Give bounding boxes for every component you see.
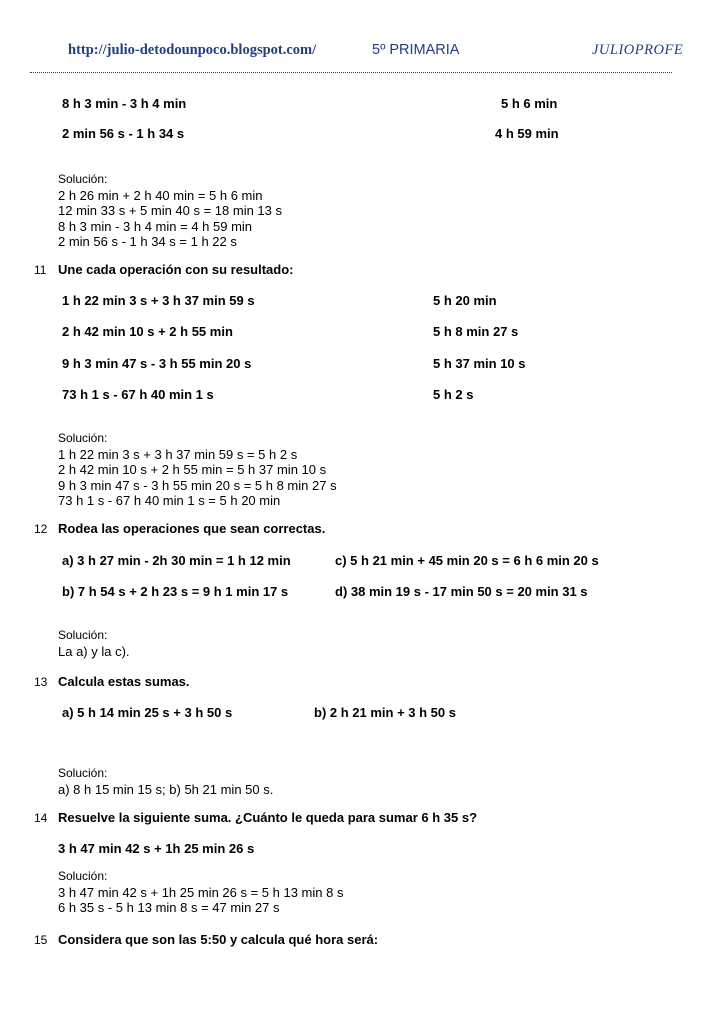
solution-line: 2 h 26 min + 2 h 40 min = 5 h 6 min xyxy=(58,187,263,203)
solution-block xyxy=(58,172,282,250)
top-item-op: 2 min 56 s - 1 h 34 s xyxy=(62,126,185,141)
solution-line: 6 h 35 s - 5 h 13 min 8 s = 47 min 27 s xyxy=(58,900,280,915)
solution-block xyxy=(58,766,273,797)
option-a[interactable]: a) 3 h 27 min - 2h 30 min = 1 h 12 min xyxy=(62,553,291,568)
solution-line: 3 h 47 min 42 s + 1h 25 min 26 s = 5 h 13 min 8 s xyxy=(58,884,344,900)
solution-line: 12 min 33 s + 5 min 40 s = 18 min 13 s xyxy=(58,203,283,218)
solution-block xyxy=(58,869,343,916)
match-result: 5 h 20 min xyxy=(433,293,497,308)
option-c[interactable]: c) 5 h 21 min + 45 min 20 s = 6 h 6 min 20 s xyxy=(335,553,599,568)
solution-line: 9 h 3 min 47 s - 3 h 55 min 20 s = 5 h 8 min 27 s xyxy=(58,477,337,493)
top-item-result: 4 h 59 min xyxy=(495,126,559,141)
match-operation: 2 h 42 min 10 s + 2 h 55 min xyxy=(62,324,233,339)
solution-block xyxy=(58,431,337,509)
exercise-title: Rodea las operaciones que sean correctas. xyxy=(58,521,326,536)
match-result: 5 h 37 min 10 s xyxy=(433,356,526,371)
solution-label: Solución: xyxy=(58,172,108,186)
exercise-number: 11 xyxy=(34,263,47,277)
exercise-title: Calcula estas sumas. xyxy=(58,674,190,689)
match-result: 5 h 8 min 27 s xyxy=(433,324,519,339)
top-item-op: 8 h 3 min - 3 h 4 min xyxy=(62,96,187,111)
exercise-number: 15 xyxy=(34,933,48,947)
option-d[interactable]: d) 38 min 19 s - 17 min 50 s = 20 min 31 s xyxy=(335,584,588,599)
solution-line: La a) y la c). xyxy=(58,643,130,659)
match-operation: 1 h 22 min 3 s + 3 h 37 min 59 s xyxy=(62,293,255,308)
sum-a: a) 5 h 14 min 25 s + 3 h 50 s xyxy=(62,705,233,720)
sum-operation: 3 h 47 min 42 s + 1h 25 min 26 s xyxy=(58,841,255,856)
solution-line: 8 h 3 min - 3 h 4 min = 4 h 59 min xyxy=(58,218,253,234)
solution-line: 1 h 22 min 3 s + 3 h 37 min 59 s = 5 h 2 s xyxy=(58,446,298,462)
blog-url-header[interactable]: http://julio-detodounpoco.blogspot.com/ xyxy=(68,42,317,58)
exercise-number: 13 xyxy=(34,675,48,689)
sum-b: b) 2 h 21 min + 3 h 50 s xyxy=(314,705,456,720)
course-label: 5º PRIMARIA xyxy=(372,42,460,58)
exercise-title: Resuelve la siguiente suma. ¿Cuánto le queda para sumar 6 h 35 s? xyxy=(58,810,478,825)
solution-label: Solución: xyxy=(58,869,108,883)
top-item-result: 5 h 6 min xyxy=(501,96,558,111)
match-operation: 9 h 3 min 47 s - 3 h 55 min 20 s xyxy=(62,356,252,371)
solution-line: 2 h 42 min 10 s + 2 h 55 min = 5 h 37 min 10 s xyxy=(58,462,327,477)
exercise-number: 14 xyxy=(34,811,48,825)
solution-label: Solución: xyxy=(58,431,108,445)
solution-label: Solución: xyxy=(58,766,108,780)
solution-line: 73 h 1 s - 67 h 40 min 1 s = 5 h 20 min xyxy=(58,493,281,508)
exercise-number: 12 xyxy=(34,522,48,536)
exercise-title: Considera que son las 5:50 y calcula qué hora será: xyxy=(58,932,379,947)
solution-line: 2 min 56 s - 1 h 34 s = 1 h 22 s xyxy=(58,234,237,249)
option-b[interactable]: b) 7 h 54 s + 2 h 23 s = 9 h 1 min 17 s xyxy=(62,584,289,599)
match-operation: 73 h 1 s - 67 h 40 min 1 s xyxy=(62,387,214,402)
solution-block xyxy=(58,628,130,659)
solution-line: a) 8 h 15 min 15 s; b) 5h 21 min 50 s. xyxy=(58,781,274,797)
solution-label: Solución: xyxy=(58,628,108,642)
match-result: 5 h 2 s xyxy=(433,387,474,402)
exercise-title: Une cada operación con su resultado: xyxy=(58,262,294,277)
header-dotted-divider xyxy=(30,72,672,73)
author-label: JULIOPROFE xyxy=(592,42,684,58)
